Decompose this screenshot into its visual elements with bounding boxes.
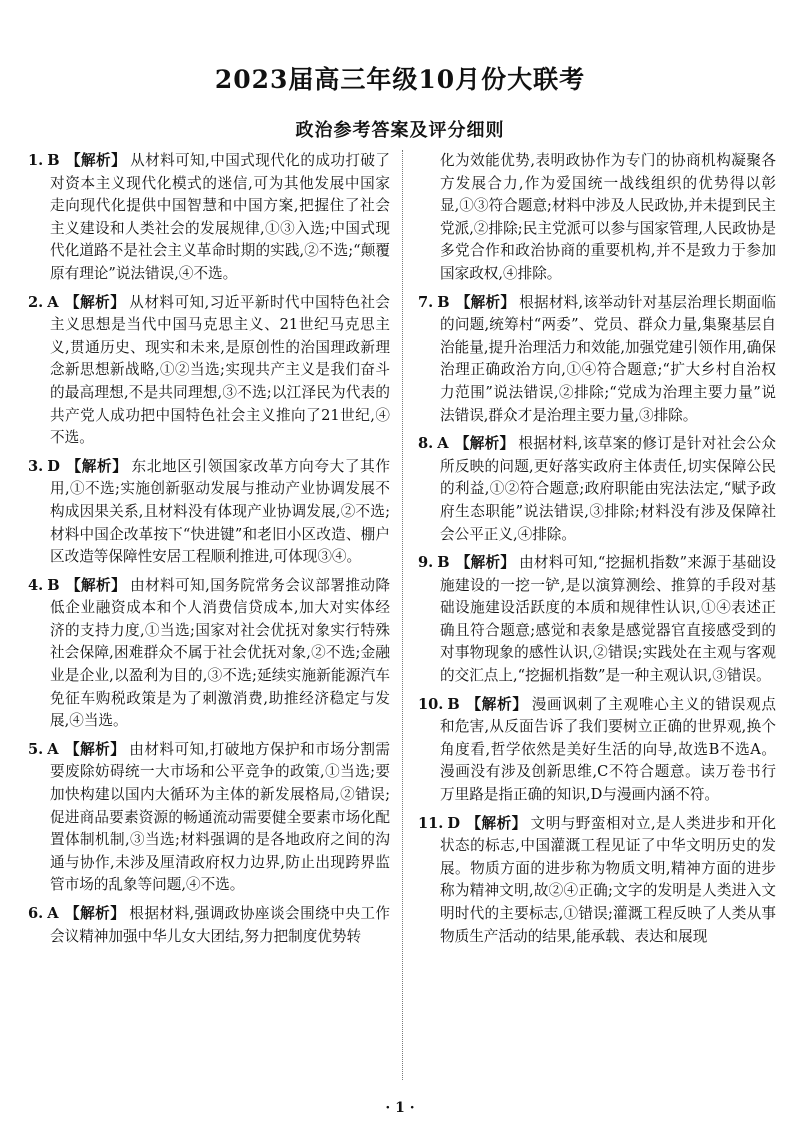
item-explanation: 根据材料,该举动针对基层治理长期面临的问题,统筹村“两委”、党员、群众力量,集聚基层自治能量,提升治理活力和效能,加强党建引领作用,确保治理正确政治方向,①④符合题意;“扩大乡村自治权力范围”说法错误,②排除;“党成为治理主要力量”说法错误,群众才是治理主要力量,③排除。 bbox=[440, 293, 776, 424]
item-explanation: 化为效能优势,表明政协作为专门的协商机构凝聚各方发展合力,作为爱国统一战线组织的优势得以彰显,①③符合题意;材料中涉及人民政协,并未提到民主党派,②排除;民主党派可以参与国家管理,人民政协是多党合作和政治协商的重要机构,并不是致力于参加国家政权,④排除。 bbox=[440, 152, 776, 282]
answer-item-7 bbox=[418, 292, 776, 428]
analysis-tag: 【解析】 bbox=[455, 293, 516, 311]
item-number: 7. bbox=[418, 293, 434, 311]
right-column bbox=[418, 150, 776, 1085]
item-answer: A bbox=[47, 293, 59, 311]
analysis-tag: 【解析】 bbox=[65, 152, 127, 169]
answer-item-5 bbox=[28, 739, 390, 897]
page-subtitle: 政治参考答案及评分细则 bbox=[295, 120, 505, 141]
item-number: 1. bbox=[28, 152, 44, 169]
answer-item-6 bbox=[28, 903, 390, 948]
answer-item-4 bbox=[28, 575, 390, 733]
analysis-tag: 【解析】 bbox=[65, 457, 128, 475]
answer-item-2 bbox=[28, 292, 390, 450]
item-explanation: 东北地区引领国家改革方向夸大了其作用,①不选;实施创新驱动发展与推动产业协调发展不构成因果关系,且材料没有体现产业协调发展,②不选;材料中国企改革按下“快进键”和老旧小区改造、棚户区改造等保障性安居工程顺利推进,可体现③④。 bbox=[50, 457, 390, 566]
answer-item-6-continued bbox=[418, 150, 776, 286]
analysis-tag: 【解析】 bbox=[64, 740, 126, 758]
item-answer: D bbox=[447, 814, 461, 832]
item-answer: B bbox=[47, 152, 60, 169]
analysis-tag: 【解析】 bbox=[465, 695, 528, 713]
item-explanation: 根据材料,强调政协座谈会围绕中央工作会议精神加强中华儿女大团结,努力把制度优势转 bbox=[50, 905, 390, 945]
page-number: · 1 · bbox=[385, 1100, 415, 1116]
item-number: 3. bbox=[28, 457, 44, 475]
answer-item-10 bbox=[418, 694, 776, 807]
answer-item-9 bbox=[418, 552, 776, 688]
item-number: 4. bbox=[28, 576, 44, 594]
item-number: 6. bbox=[28, 905, 44, 922]
item-answer: D bbox=[47, 457, 60, 475]
answer-item-1 bbox=[28, 150, 390, 286]
item-explanation: 从材料可知,中国式现代化的成功打破了对资本主义现代化模式的迷信,可为其他发展中国家走向现代化提供中国智慧和中国方案,把握住了社会主义建设和人类社会的发展规律,①③入选;中国式现代化道路不是社会主义革命时期的实践,②不选;“颠覆原有理论”说法错误,④不选。 bbox=[50, 152, 390, 282]
item-answer: A bbox=[437, 435, 449, 453]
item-explanation: 由材料可知,“挖掘机指数”来源于基础设施建设的一挖一铲,是以演算测绘、推算的手段对基础设施建设活跃度的本质和规律性认识,①④表述正确且符合题意;感觉和表象是感觉器官直接感受到的对事物现象的感性认识,②错误;实践处在主观与客观的交汇点上,“挖掘机指数”是一种主观认识,③错误。 bbox=[440, 554, 776, 685]
item-explanation: 漫画讽刺了主观唯心主义的错误观点和危害,从反面告诉了我们要树立正确的世界观,换个角度看,哲学依然是美好生活的向导,故选B不选A。漫画没有涉及创新思维,C不符合题意。读万卷书行万里路是指正确的知识,D与漫画内涵不符。 bbox=[440, 695, 776, 804]
analysis-tag: 【解析】 bbox=[64, 905, 126, 922]
analysis-tag: 【解析】 bbox=[454, 435, 515, 453]
item-explanation: 从材料可知,习近平新时代中国特色社会主义思想是当代中国马克思主义、21世纪马克思主义,贯通历史、现实和未来,是原创性的治国理政新理念新思想新战略,①②当选;实现共产主义是我们奋斗的最高理想,不是共同理想,③不选;以江泽民为代表的共产党人成功把中国特色社会主义推向了21世纪,④不选。 bbox=[50, 293, 390, 447]
item-number: 9. bbox=[418, 554, 434, 572]
answer-item-11 bbox=[418, 813, 776, 949]
item-number: 11. bbox=[418, 814, 444, 832]
item-explanation: 由材料可知,打破地方保护和市场分割需要废除妨碍统一大市场和公平竞争的政策,①当选;要加快构建以国内大循环为主体的新发展格局,②错误;促进商品要素资源的畅通流动需要健全要素市场化配置体制机制,③当选;材料强调的是各地政府之间的沟通与协作,未涉及厘清政府权力边界,防止出现跨界监管市场的乱象等问题,④不选。 bbox=[50, 740, 390, 894]
item-answer: B bbox=[47, 576, 60, 594]
page-title: 2023届高三年级10月份大联考 bbox=[214, 65, 586, 94]
item-answer: A bbox=[47, 740, 59, 758]
item-answer: B bbox=[437, 293, 450, 311]
analysis-tag: 【解析】 bbox=[455, 554, 516, 572]
item-answer: B bbox=[447, 695, 460, 713]
item-explanation: 由材料可知,国务院常务会议部署推动降低企业融资成本和个人消费信贷成本,加大对实体经济的支持力度,①当选;国家对社会优抚对象实行特殊社会保障,困难群众不属于社会优抚对象,②不选;金融业是企业,以盈利为目的,③不选;延续实施新能源汽车免征车购税政策是为了刺激消费,助推经济稳定与发展,④当选。 bbox=[50, 576, 390, 730]
answer-item-8 bbox=[418, 433, 776, 546]
item-number: 5. bbox=[28, 740, 44, 758]
item-number: 2. bbox=[28, 293, 44, 311]
item-explanation: 根据材料,该草案的修订是针对社会公众所反映的问题,更好落实政府主体责任,切实保障公民的利益,①②符合题意;政府职能由宪法法定,“赋予政府生态职能”说法错误,③排除;材料没有涉及保障社会公平正义,④排除。 bbox=[440, 435, 776, 543]
answer-item-3 bbox=[28, 456, 390, 569]
analysis-tag: 【解析】 bbox=[65, 576, 127, 594]
item-answer: A bbox=[47, 905, 59, 922]
item-number: 10. bbox=[418, 695, 444, 713]
item-number: 8. bbox=[418, 435, 434, 453]
analysis-tag: 【解析】 bbox=[64, 293, 126, 311]
item-explanation: 文明与野蛮相对立,是人类进步和开化状态的标志,中国灌溉工程见证了中华文明历史的发展。物质方面的进步称为物质文明,精神方面的进步称为精神文明,故②④正确;文字的发明是人类进入文明时代的主要标志,①错误;灌溉工程反映了人类从事物质生产活动的结果,能承载、表达和展现 bbox=[440, 814, 776, 945]
analysis-tag: 【解析】 bbox=[466, 814, 527, 832]
item-answer: B bbox=[437, 554, 450, 572]
column-divider bbox=[402, 150, 403, 1080]
left-column bbox=[28, 150, 390, 1085]
